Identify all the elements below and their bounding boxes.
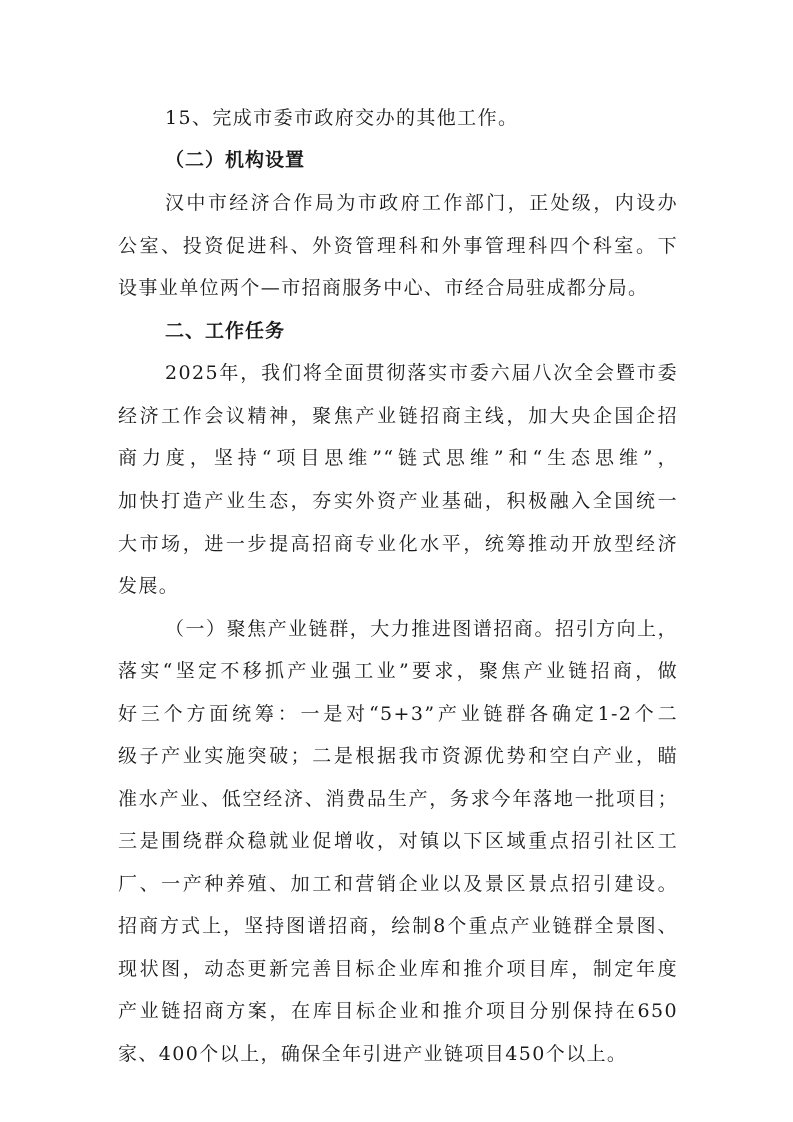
paragraph-line: 落实“坚定不移抓产业强工业”要求，聚焦产业链招商，做 [118, 660, 678, 682]
paragraph-line: 2025年，我们将全面贯彻落实市委六届八次全会暨市委 [165, 362, 678, 384]
paragraph-line: 汉中市经济合作局为市政府工作部门，正处级，内设办 [165, 192, 678, 214]
paragraph-line: 产业链招商方案，在库目标企业和推介项目分别保持在650 [118, 1000, 678, 1022]
paragraph-line: 设事业单位两个—市招商服务中心、市经合局驻成都分局。 [118, 277, 649, 299]
paragraph-line: 经济工作会议精神，聚焦产业链招商主线，加大央企国企招 [118, 405, 678, 427]
paragraph-line: 三是围绕群众稳就业促增收，对镇以下区域重点招引社区工 [118, 830, 678, 852]
paragraph-line: 商力度，坚持“项目思维”“链式思维”和“生态思维”， [118, 447, 678, 469]
paragraph-line: 家、400个以上，确保全年引进产业链项目450个以上。 [118, 1043, 628, 1065]
paragraph-line: 公室、投资促进科、外资管理科和外事管理科四个科室。下 [118, 235, 678, 257]
paragraph-line: 招商方式上，坚持图谱招商，绘制8个重点产业链群全景图、 [118, 915, 678, 937]
paragraph-line: 级子产业实施突破；二是根据我市资源优势和空白产业，瞄 [118, 745, 678, 767]
paragraph-line: 发展。 [118, 575, 180, 597]
paragraph-line: 现状图，动态更新完善目标企业库和推介项目库，制定年度 [118, 958, 678, 980]
paragraph-line: （一）聚焦产业链群，大力推进图谱招商。招引方向上， [165, 618, 678, 640]
paragraph-line: 准水产业、低空经济、消费品生产，务求今年落地一批项目； [118, 788, 678, 810]
paragraph-line: 大市场，进一步提高招商专业化水平，统筹推动开放型经济 [118, 533, 678, 555]
section-heading-org: （二）机构设置 [165, 149, 306, 171]
paragraph-line: 加快打造产业生态，夯实外资产业基础，积极融入全国统一 [118, 490, 678, 512]
paragraph-line: 好三个方面统筹：一是对“5+3”产业链群各确定1-2个二 [118, 703, 678, 725]
paragraph-line: 厂、一产种养殖、加工和营销企业以及景区景点招引建设。 [118, 873, 678, 895]
list-item-15: 15、完成市委市政府交办的其他工作。 [165, 107, 519, 129]
section-heading-tasks: 二、工作任务 [165, 320, 286, 342]
